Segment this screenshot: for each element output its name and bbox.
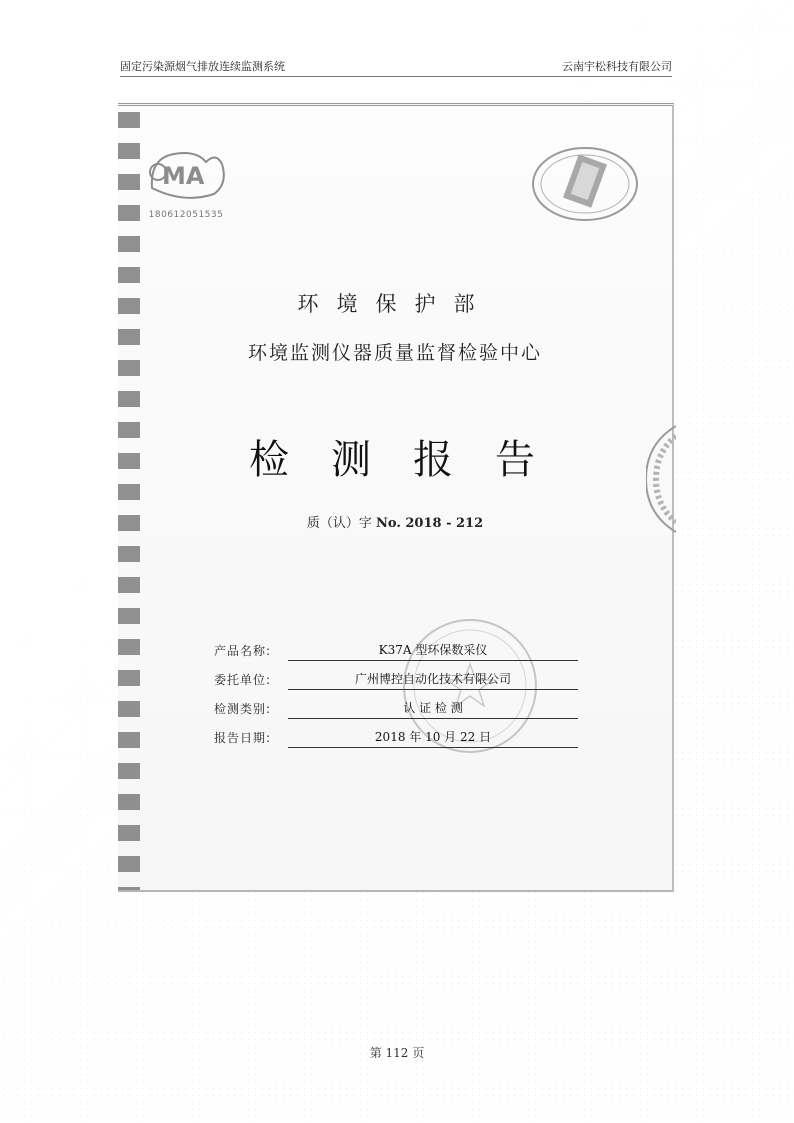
org-name-line1: 环境保护部	[297, 292, 493, 316]
report-number-value: No. 2018 - 212	[376, 516, 484, 531]
field-label: 检测类别:	[214, 702, 272, 716]
field-report-date	[214, 729, 594, 751]
report-number	[118, 512, 672, 531]
svg-text:MA: MA	[162, 162, 205, 190]
cma-code: 180612051535	[148, 210, 224, 220]
field-value: 认 证 检 测	[288, 699, 578, 719]
binding-strip	[118, 106, 140, 890]
field-value: 广州博控自动化技术有限公司	[288, 670, 578, 690]
scanned-cover-page	[118, 103, 674, 892]
field-product-name	[214, 642, 594, 664]
cma-logo	[144, 144, 228, 220]
field-test-type	[214, 700, 594, 722]
running-header-left: 固定污染源烟气排放连续监测系统	[120, 60, 285, 73]
field-label: 委托单位:	[214, 673, 272, 687]
field-label: 产品名称:	[214, 644, 272, 658]
report-title: 检测报告	[249, 437, 577, 483]
field-value: 2018 年 10 月 22 日	[288, 728, 578, 748]
org-name-line2: 环境监测仪器质量监督检验中心	[247, 342, 542, 364]
field-client	[214, 671, 594, 693]
running-header-right: 云南宇松科技有限公司	[562, 60, 672, 73]
field-value: K37A 型环保数采仪	[288, 641, 578, 661]
page-number: 第 112 页	[369, 1046, 425, 1060]
header-rule	[120, 76, 672, 77]
accreditation-seal	[530, 144, 640, 224]
field-label: 报告日期:	[214, 731, 272, 745]
report-number-prefix: 质（认）字	[306, 516, 372, 531]
